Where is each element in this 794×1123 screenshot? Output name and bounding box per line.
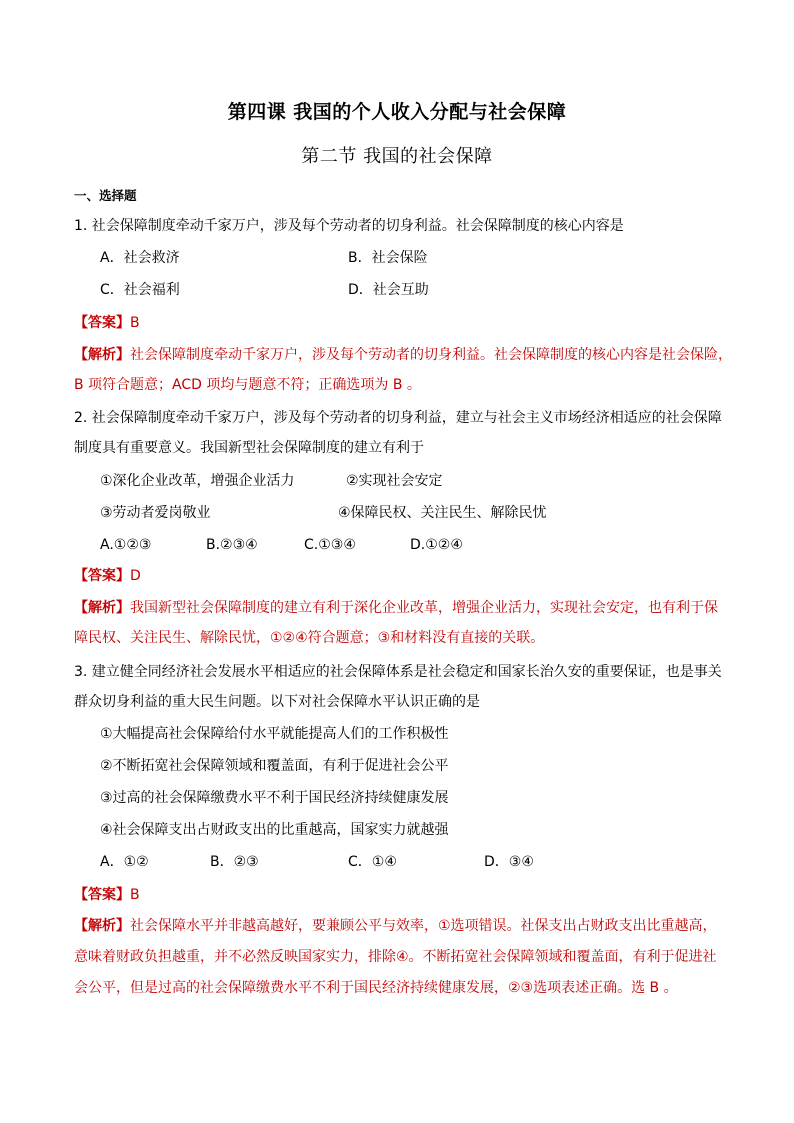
q3-option-a: A．①②	[100, 854, 149, 870]
q2-stem-line-2: 制度具有重要意义。我国新型社会保障制度的建立有利于	[74, 440, 424, 456]
answer-tag: 【答案】	[74, 887, 130, 903]
q3-stem-line-1: 3. 建立健全同经济社会发展水平相适应的社会保障体系是社会稳定和国家长治久安的重要保证，也是事关	[74, 664, 722, 680]
q3-item-2: ②不断拓宽社会保障领域和覆盖面，有利于促进社会公平	[100, 758, 449, 774]
q2-answer	[74, 566, 141, 586]
q3-option-b: B．②③	[210, 854, 259, 870]
q2-item-4: ④保障民权、关注民生、解除民忧	[338, 505, 547, 521]
answer-value: B	[130, 315, 140, 331]
analysis-tag: 【解析】	[74, 347, 130, 363]
analysis-text: 我国新型社会保障制度的建立有利于深化企业改革，增强企业活力，实现社会安定，也有利于保	[130, 600, 718, 616]
q2-option-d: D.①②④	[410, 537, 463, 553]
answer-value: B	[130, 887, 140, 903]
q1-analysis-line-1	[74, 345, 732, 365]
lesson-title: 第四课 我国的个人收入分配与社会保障	[227, 101, 567, 123]
q3-analysis-line-2	[74, 947, 717, 967]
section-subtitle: 第二节 我国的社会保障	[301, 146, 493, 167]
q1-option-c: C．社会福利	[100, 282, 180, 298]
q3-item-3: ③过高的社会保障缴费水平不利于国民经济持续健康发展	[100, 790, 449, 806]
q2-option-c: C.①③④	[304, 537, 356, 553]
q2-item-3: ③劳动者爱岗敬业	[100, 505, 211, 521]
analysis-text: ①选项错误	[438, 918, 507, 934]
q2-stem-line-1: 2. 社会保障制度牵动千家万户，涉及每个劳动者的切身利益，建立与社会主义市场经济相适应的社会保障	[74, 410, 722, 426]
q3-item-1: ①大幅提高社会保障给付水平就能提高人们的工作积极性	[100, 726, 449, 742]
q3-item-4: ④社会保障支出占财政支出的比重越高，国家实力就越强	[100, 822, 449, 838]
q3-analysis-line-1	[74, 916, 717, 936]
analysis-tag: 【解析】	[74, 600, 130, 616]
q1-option-a: A．社会救济	[100, 250, 180, 266]
q2-option-b: B.②③④	[206, 537, 258, 553]
analysis-text: 意味着财政负担越重，并不必然反映国家实力，排除	[74, 949, 396, 965]
q1-stem: 1. 社会保障制度牵动千家万户，涉及每个劳动者的切身利益。社会保障制度的核心内容是	[74, 218, 624, 234]
q3-stem-line-2: 群众切身利益的重大民生问题。以下对社会保障水平认识正确的是	[74, 694, 480, 710]
analysis-text: 社会保障制度牵动千家万户，涉及每个劳动者的切身利益。社会保障制度的核心内容是社会保险，	[130, 347, 732, 363]
q3-answer	[74, 885, 140, 905]
analysis-tag: 【解析】	[74, 918, 130, 934]
section-heading: 一、选择题	[74, 188, 137, 203]
q1-answer	[74, 313, 140, 333]
q2-item-2: ②实现社会安定	[346, 473, 443, 489]
q2-item-1: ①深化企业改革，增强企业活力	[100, 473, 295, 489]
answer-tag: 【答案】	[74, 568, 130, 584]
q1-option-d: D．社会互助	[348, 282, 429, 298]
q1-analysis-line-2: B 项符合题意；ACD 项均与题意不符；正确选项为 B 。	[74, 377, 421, 393]
q1-option-b: B．社会保险	[348, 250, 428, 266]
q2-analysis-line-2: 障民权、关注民生、解除民忧，①②④符合题意；③和材料没有直接的关联。	[74, 630, 545, 646]
q2-option-a: A.①②③	[100, 537, 152, 553]
analysis-text: 社会保障水平并非越高越好，要兼顾公平与效率，	[130, 918, 438, 934]
analysis-text: 。社保支出占财政支出比重越高，	[506, 918, 717, 934]
q3-option-c: C．①④	[348, 854, 397, 870]
analysis-text: ④	[396, 949, 409, 965]
q3-analysis-line-3: 会公平，但是过高的社会保障缴费水平不利于国民经济持续健康发展，②③选项表述正确。选 B 。	[74, 980, 678, 996]
answer-value: D	[130, 568, 141, 584]
analysis-text: 。不断拓宽社会保障领域和覆盖面，有利于促进社	[408, 949, 717, 965]
q2-analysis-line-1	[74, 598, 718, 618]
q3-option-d: D．③④	[484, 854, 534, 870]
answer-tag: 【答案】	[74, 315, 130, 331]
